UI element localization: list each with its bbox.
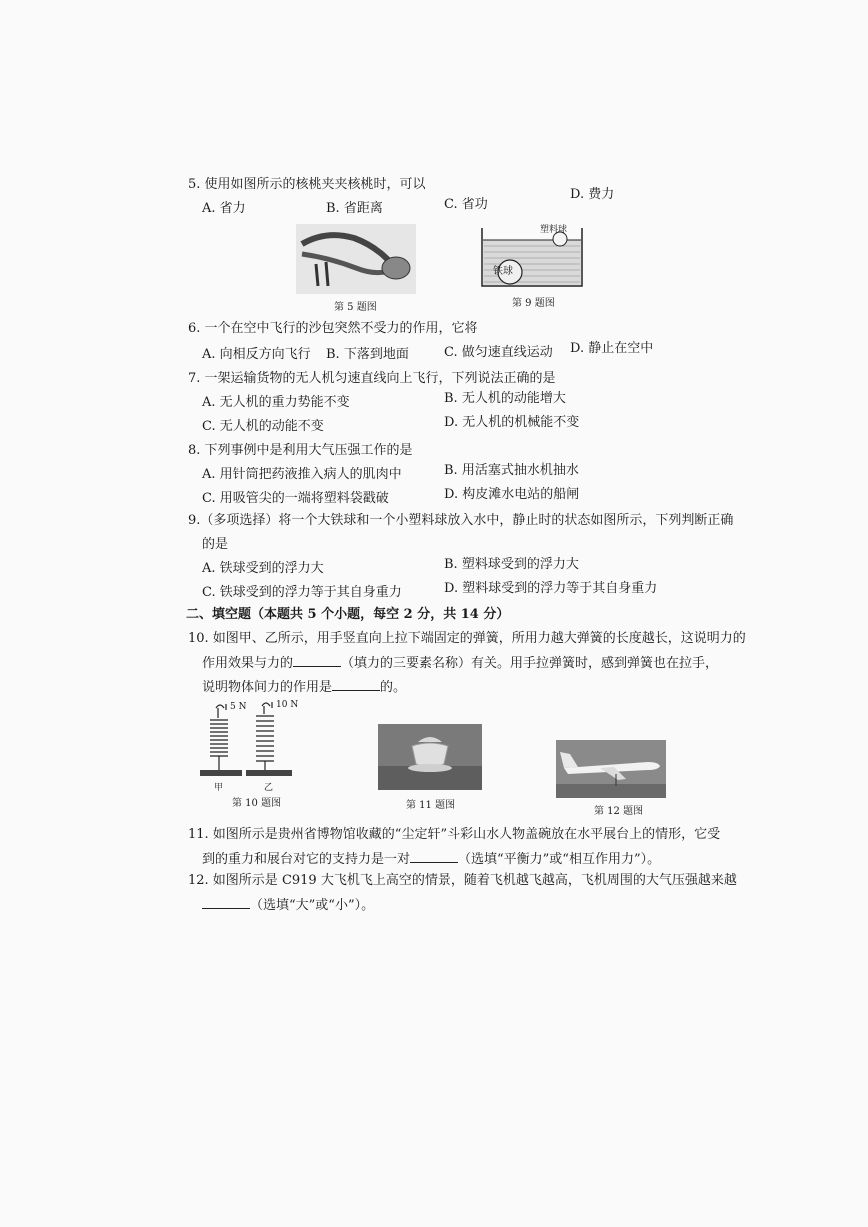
q8-option-c: C. 用吸管尖的一端将塑料袋戳破 (202, 491, 389, 506)
q10-line-2-start: 作用效果与力的 (202, 656, 294, 671)
q11-line-2-start: 到的重力和展台对它的支持力是一对 (202, 852, 411, 867)
q5-stem: 5. 使用如图所示的核桃夹夹核桃时，可以 (188, 177, 426, 192)
q10-line-1: 10. 如图甲、乙所示，用手竖直向上拉下端固定的弹簧，所用力越大弹簧的长度越长，这说明力的 (188, 631, 746, 646)
q5-option-d: D. 费力 (570, 187, 615, 202)
q11-line-1: 11. 如图所示是贵州省博物馆收藏的“尘定轩”斗彩山水人物盖碗放在水平展台上的情形，它受 (188, 827, 721, 842)
q8-option-b: B. 用活塞式抽水机抽水 (444, 463, 579, 478)
q9-option-a: A. 铁球受到的浮力大 (202, 561, 324, 576)
covered-bowl-figure (378, 724, 482, 790)
q9-option-d: D. 塑料球受到的浮力等于其自身重力 (444, 581, 658, 596)
springs-figure (196, 700, 300, 792)
airplane-figure (556, 740, 666, 798)
q6-option-a: A. 向相反方向飞行 (202, 347, 311, 362)
q6-option-c: C. 做匀速直线运动 (444, 345, 553, 360)
q6-option-d: D. 静止在空中 (570, 341, 654, 356)
q8-option-d: D. 构皮滩水电站的船闸 (444, 487, 580, 502)
figure-12-caption: 第 12 题图 (594, 806, 644, 817)
q10-line-2 (202, 654, 718, 673)
q10-line-3 (202, 678, 406, 697)
force-label-a: 5 N (230, 702, 247, 712)
q10-blank-1[interactable] (293, 654, 341, 667)
q7-option-c: C. 无人机的动能不变 (202, 419, 324, 434)
q12-blank[interactable] (202, 896, 250, 909)
plastic-ball-label: 塑料球 (540, 225, 568, 235)
figure-5-caption: 第 5 题图 (334, 302, 377, 313)
q12-line-2-end: （选填“大”或“小”）。 (250, 898, 375, 913)
q8-stem: 8. 下列事例中是利用大气压强工作的是 (188, 443, 413, 458)
figure-9-caption: 第 9 题图 (512, 298, 555, 309)
q5-option-b: B. 省距离 (326, 201, 383, 216)
q12-line-1: 12. 如图所示是 C919 大飞机飞上高空的情景，随着飞机越飞越高，飞机周围的大气压强越来越 (188, 873, 737, 888)
q10-blank-2[interactable] (332, 678, 380, 691)
q10-line-3-start: 说明物体间力的作用是 (202, 680, 333, 695)
force-label-b: 10 N (276, 700, 299, 710)
q7-option-a: A. 无人机的重力势能不变 (202, 395, 350, 410)
q9-stem-continued: 的是 (202, 537, 229, 552)
q9-option-c: C. 铁球受到的浮力等于其自身重力 (202, 585, 402, 600)
figure-11-caption: 第 11 题图 (406, 800, 456, 811)
q11-line-2 (202, 850, 660, 869)
q6-stem: 6. 一个在空中飞行的沙包突然不受力的作用，它将 (188, 321, 478, 336)
q12-line-2 (202, 896, 374, 915)
q9-option-b: B. 塑料球受到的浮力大 (444, 557, 579, 572)
q11-blank[interactable] (410, 850, 458, 863)
q8-option-a: A. 用针筒把药液推入病人的肌肉中 (202, 467, 402, 482)
spring-label-b: 乙 (264, 783, 274, 793)
q11-line-2-end: （选填“平衡力”或“相互作用力”）。 (458, 852, 661, 867)
q7-option-d: D. 无人机的机械能不变 (444, 415, 580, 430)
figure-10-caption: 第 10 题图 (232, 798, 282, 809)
q7-stem: 7. 一架运输货物的无人机匀速直线向上飞行，下列说法正确的是 (188, 371, 556, 386)
nutcracker-figure (296, 224, 416, 294)
q5-option-a: A. 省力 (202, 201, 246, 216)
beaker-figure (480, 222, 584, 288)
q6-option-b: B. 下落到地面 (326, 347, 409, 362)
iron-ball-label: 铁球 (493, 266, 513, 277)
q5-option-c: C. 省功 (444, 197, 488, 212)
spring-label-a: 甲 (214, 783, 224, 793)
q7-option-b: B. 无人机的动能增大 (444, 391, 566, 406)
section-2-title: 二、填空题（本题共 5 个小题，每空 2 分，共 14 分） (186, 607, 510, 622)
q10-line-2-end: （填力的三要素名称）有关。用手拉弹簧时，感到弹簧也在拉手， (341, 656, 719, 671)
q10-line-3-end: 的。 (380, 680, 407, 695)
q9-stem: 9.（多项选择）将一个大铁球和一个小塑料球放入水中，静止时的状态如图所示，下列判断正确 (188, 513, 734, 528)
